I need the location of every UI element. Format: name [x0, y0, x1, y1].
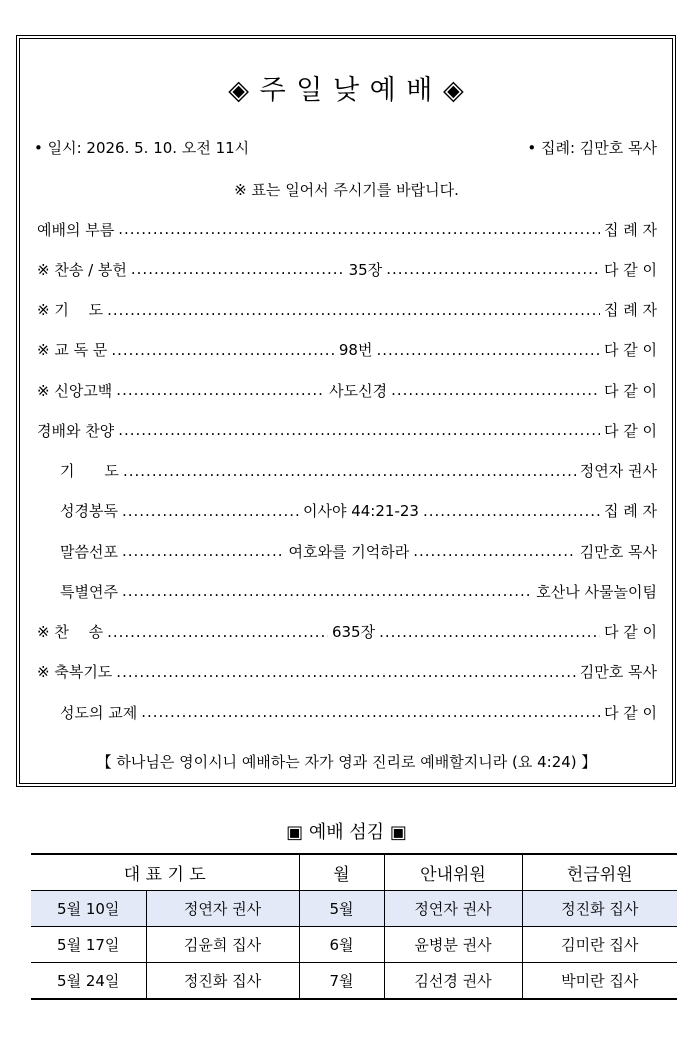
- order-detail: 635장: [331, 623, 376, 641]
- order-person: 다 같 이: [603, 703, 657, 722]
- month: 6월: [299, 927, 384, 963]
- order-row: [60, 540, 657, 562]
- order-row: [60, 460, 657, 482]
- dot-leader: [123, 462, 576, 480]
- dot-leader: [111, 341, 335, 359]
- dot-leader: [131, 260, 345, 278]
- dot-leader: [391, 381, 600, 399]
- order-detail: 이사야 44:21-23: [302, 502, 419, 521]
- prayer-date: 5월 24일: [31, 963, 146, 1000]
- dot-leader: [122, 542, 285, 560]
- dot-leader: [413, 542, 576, 560]
- offering-person: 박미란 집사: [522, 963, 677, 1000]
- dot-leader: [141, 703, 600, 721]
- order-person: 다 같 이: [603, 381, 657, 400]
- service-table: [31, 853, 677, 1000]
- order-label: ※ 찬송 / 봉헌: [37, 260, 127, 279]
- order-person: 김만호 목사: [579, 542, 657, 561]
- dot-leader: [423, 502, 600, 520]
- dot-leader: [118, 421, 600, 439]
- table-row: [31, 891, 677, 927]
- table-row: [31, 927, 677, 963]
- order-row: [60, 580, 657, 602]
- order-person: 김만호 목사: [579, 663, 657, 682]
- order-row: [37, 661, 657, 683]
- month: 5월: [299, 891, 384, 927]
- order-row: [37, 621, 657, 643]
- order-row: [37, 299, 657, 321]
- usher: 정연자 권사: [384, 891, 522, 927]
- dot-leader: [122, 582, 532, 600]
- worship-title: ◈ 주 일 낮 예 배 ◈: [228, 75, 465, 106]
- service-table-header: [31, 854, 677, 891]
- order-person: 다 같 이: [603, 260, 657, 279]
- order-person: 정연자 권사: [579, 462, 657, 480]
- order-person: 다 같 이: [603, 341, 657, 360]
- order-row: [37, 339, 657, 361]
- order-label: 기 도: [60, 462, 119, 480]
- header-month: 월: [299, 854, 384, 891]
- order-label: ※ 교 독 문: [37, 341, 108, 360]
- order-label: ※ 기 도: [37, 301, 104, 319]
- order-label: ※ 찬 송: [37, 623, 104, 641]
- scripture-verse: 【 하나님은 영이시니 예배하는 자가 영과 진리로 예배할지니라 (요 4:24) 】: [96, 753, 597, 771]
- usher: 윤병분 권사: [384, 927, 522, 963]
- prayer-person: 정연자 권사: [146, 891, 299, 927]
- order-person: 다 같 이: [603, 421, 657, 440]
- header-usher: 안내위원: [384, 854, 522, 891]
- dot-leader: [116, 381, 325, 399]
- order-detail: 사도신경: [329, 381, 388, 400]
- prayer-date: 5월 17일: [31, 927, 146, 963]
- order-label: ※ 신앙고백: [37, 381, 113, 400]
- order-label: ※ 축복기도: [37, 663, 113, 682]
- usher: 김선경 권사: [384, 963, 522, 1000]
- dot-leader: [379, 623, 600, 641]
- order-person: 집 례 자: [603, 502, 657, 521]
- table-row: [31, 963, 677, 1000]
- order-person: 다 같 이: [603, 623, 657, 641]
- order-row: [60, 701, 657, 723]
- offering-person: 정진화 집사: [522, 891, 677, 927]
- order-row: [60, 500, 657, 522]
- dot-leader: [107, 623, 328, 641]
- dot-leader: [118, 220, 600, 238]
- header-offering: 헌금위원: [522, 854, 677, 891]
- order-row: [37, 258, 657, 280]
- order-label: 예배의 부름: [37, 220, 115, 239]
- prayer-date: 5월 10일: [31, 891, 146, 927]
- dot-leader: [122, 502, 299, 520]
- dot-leader: [386, 260, 600, 278]
- worship-datetime: • 일시: 2026. 5. 10. 오전 11시: [34, 139, 250, 157]
- dot-leader: [376, 341, 600, 359]
- order-person: 집 례 자: [603, 220, 657, 239]
- order-row: [37, 218, 657, 240]
- offering-person: 김미란 집사: [522, 927, 677, 963]
- order-label: 성도의 교제: [60, 703, 138, 722]
- order-detail: 여호와를 기억하라: [288, 542, 410, 561]
- order-person: 집 례 자: [603, 301, 657, 319]
- month: 7월: [299, 963, 384, 1000]
- order-label: 성경봉독: [60, 502, 118, 521]
- order-row: [37, 419, 657, 441]
- dot-leader: [107, 301, 600, 319]
- order-row: [37, 379, 657, 401]
- order-label: 특별연주: [60, 582, 118, 601]
- service-title: ▣ 예배 섬김 ▣: [286, 822, 407, 843]
- header-prayer: 대 표 기 도: [31, 854, 299, 891]
- order-detail: 98번: [338, 341, 373, 360]
- dot-leader: [116, 663, 575, 681]
- order-label: 말씀선포: [60, 542, 118, 561]
- order-detail: 35장: [348, 260, 383, 279]
- order-label: 경배와 찬양: [37, 421, 115, 440]
- worship-leader: • 집례: 김만호 목사: [527, 139, 657, 157]
- order-person: 호산나 사물놀이팀: [536, 582, 657, 601]
- standing-notice: ※ 표는 일어서 주시기를 바랍니다.: [234, 181, 459, 199]
- prayer-person: 김윤희 집사: [146, 927, 299, 963]
- prayer-person: 정진화 집사: [146, 963, 299, 1000]
